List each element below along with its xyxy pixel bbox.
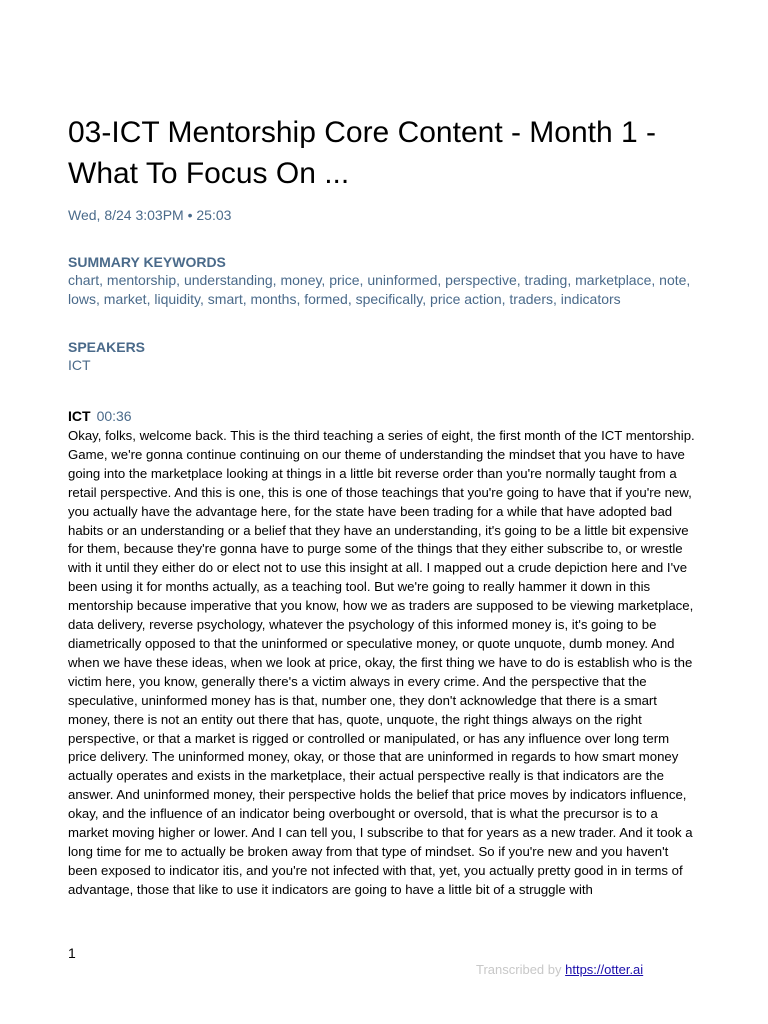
speaker-timestamp: 00:36 (96, 408, 132, 424)
summary-keywords-heading: SUMMARY KEYWORDS (68, 254, 226, 270)
page-number: 1 (68, 945, 76, 961)
speakers-list: ICT (68, 357, 91, 373)
footer-credit (476, 961, 643, 979)
footer-transcribed-by: Transcribed by (476, 962, 562, 977)
transcript-speaker-line (68, 407, 132, 425)
transcript-paragraph: Okay, folks, welcome back. This is the third teaching a series of eight, the first month of the ICT mentorship. Game, we're gonna continue continuing on our theme of understanding the mindset that you have to have going into the marketplace looking at things in a little bit reverse order than you're normally taught from a retail perspective. And this is one, this is one of those teachings that you're going to have that if you're new, you actually have the advantage here, for the state have been trading for a while that have adopted bad habits or an understanding or a belief that they have an understanding, it's going to be a little bit expensive for them, because they're gonna have to purge some of the things that they either subscribe to, or wrestle with it until they either do or elect not to use this insight at all. I mapped out a crude depiction here and I've been using it for months actually, as a teaching tool. But we're going to really hammer it down in this mentorship because imperative that you know, how we as traders are supposed to be viewing marketplace, data delivery, reverse psychology, whatever the psychology of this informed money is, it's going to be diametrically opposed to that the uninformed or speculative money, or quote unquote, dumb money. And when we have these ideas, when we look at price, okay, the first thing we have to do is establish who is the victim here, you know, generally there's a victim always in every crime. And the perspective that the speculative, uninformed money has is that, number one, they don't acknowledge that there is a smart money, there is not an entity out there that has, quote, unquote, the right things always on the right perspective, or that a market is rigged or controlled or manipulated, or has any influence over long term price delivery. The uninformed money, okay, or those that are uninformed in regards to how smart money actually operates and exists in the marketplace, their actual perspective really is that indicators are the answer. And uninformed money, their perspective holds the belief that price moves by indicators influence, okay, and the influence of an indicator being overbought or oversold, that is what the precursor is to a market moving higher or lower. And I can tell you, I subscribe to that for years as a new trader. And it took a long time for me to actually be broken away from that type of mindset. So if you're new and you haven't been exposed to indicator itis, and you're not infected with that, yet, you actually pretty good in in terms of advantage, those that like to use it indicators are going to have a little bit of a struggle with (68, 428, 695, 897)
summary-keywords-list: chart, mentorship, understanding, money, price, uninformed, perspective, trading, marketplace, note, lows, market, liquidity, smart, months, formed, specifically, price action, traders, indicators (68, 272, 691, 307)
document-meta: Wed, 8/24 3:03PM • 25:03 (68, 207, 232, 223)
document-title: 03-ICT Mentorship Core Content - Month 1 - What To Focus On ... (68, 116, 657, 190)
speaker-name: ICT (68, 408, 91, 424)
otter-link[interactable]: https://otter.ai (565, 962, 644, 977)
speakers-heading: SPEAKERS (68, 339, 146, 355)
